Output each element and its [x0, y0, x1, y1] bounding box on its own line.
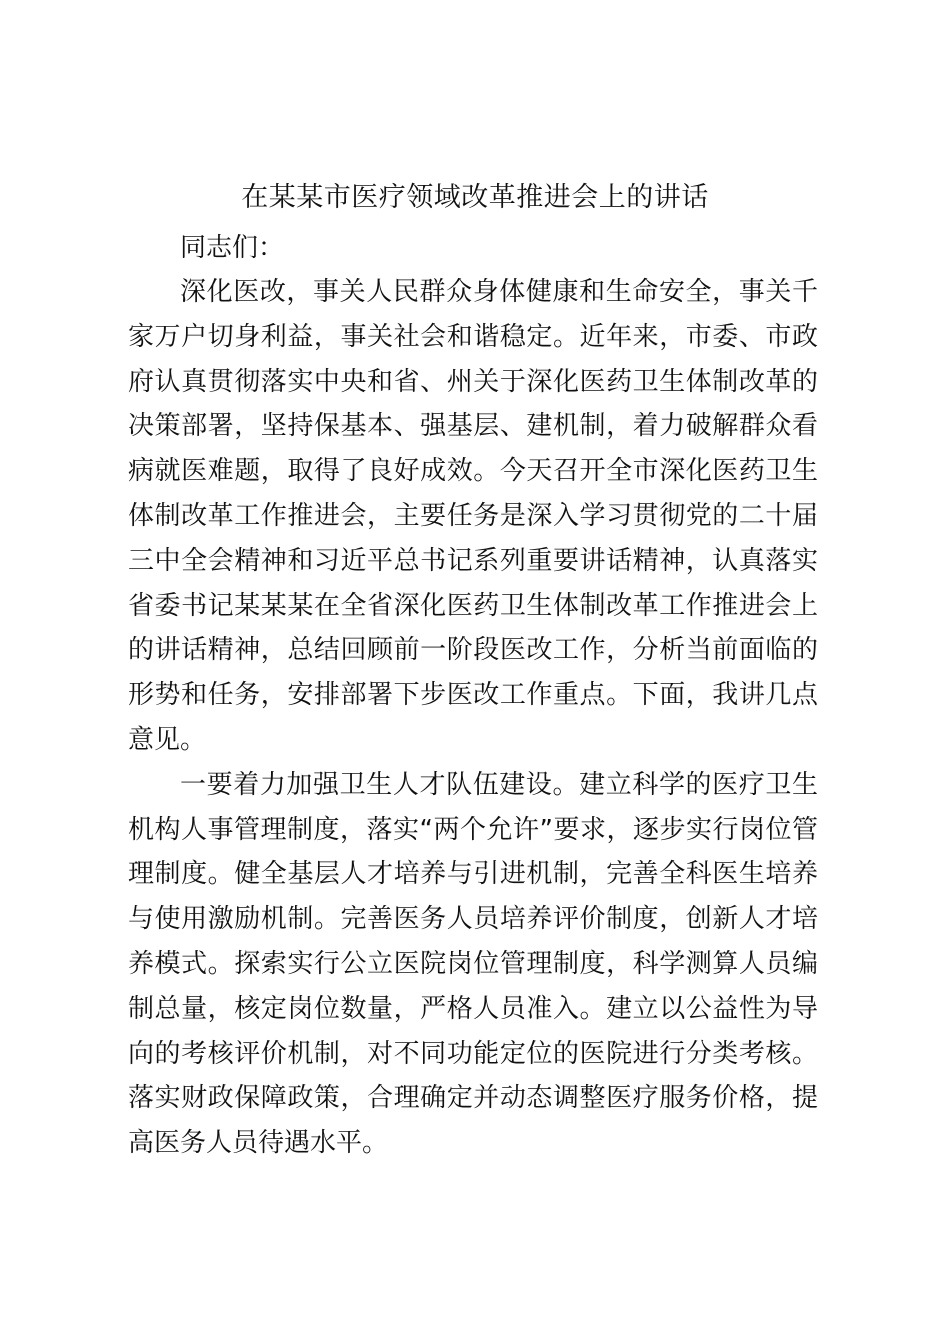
document-body: [128, 226, 818, 1166]
document-title: 在某某市医疗领域改革推进会上的讲话: [241, 182, 709, 213]
paragraph-intro: 深化医改，事关人民群众身体健康和生命安全，事关千家万户切身利益，事关社会和谐稳定。近年来，市委、市政府认真贯彻落实中央和省、州关于深化医药卫生体制改革的决策部署，坚持保基本、强基层、建机制，着力破解群众看病就医难题，取得了良好成效。今天召开全市深化医药卫生体制改革工作推进会，主要任务是深入学习贯彻党的二十届三中全会精神和习近平总书记系列重要讲话精神，认真落实省委书记某某某在全省深化医药卫生体制改革工作推进会上的讲话精神，总结回顾前一阶段医改工作，分析当前面临的形势和任务，安排部署下步医改工作重点。下面，我讲几点意见。: [128, 277, 818, 755]
paragraph-talent-building: 一要着力加强卫生人才队伍建设。建立科学的医疗卫生机构人事管理制度，落实“两个允许”要求，逐步实行岗位管理制度。健全基层人才培养与引进机制，完善全科医生培养与使用激励机制。完善医务人员培养评价制度，创新人才培养模式。探索实行公立医院岗位管理制度，科学测算人员编制总量，核定岗位数量，严格人员准入。建立以公益性为导向的考核评价机制，对不同功能定位的医院进行分类考核。落实财政保障政策，合理确定并动态调整医疗服务价格，提高医务人员待遇水平。: [128, 769, 818, 1159]
salutation: 同志们：: [180, 233, 285, 263]
